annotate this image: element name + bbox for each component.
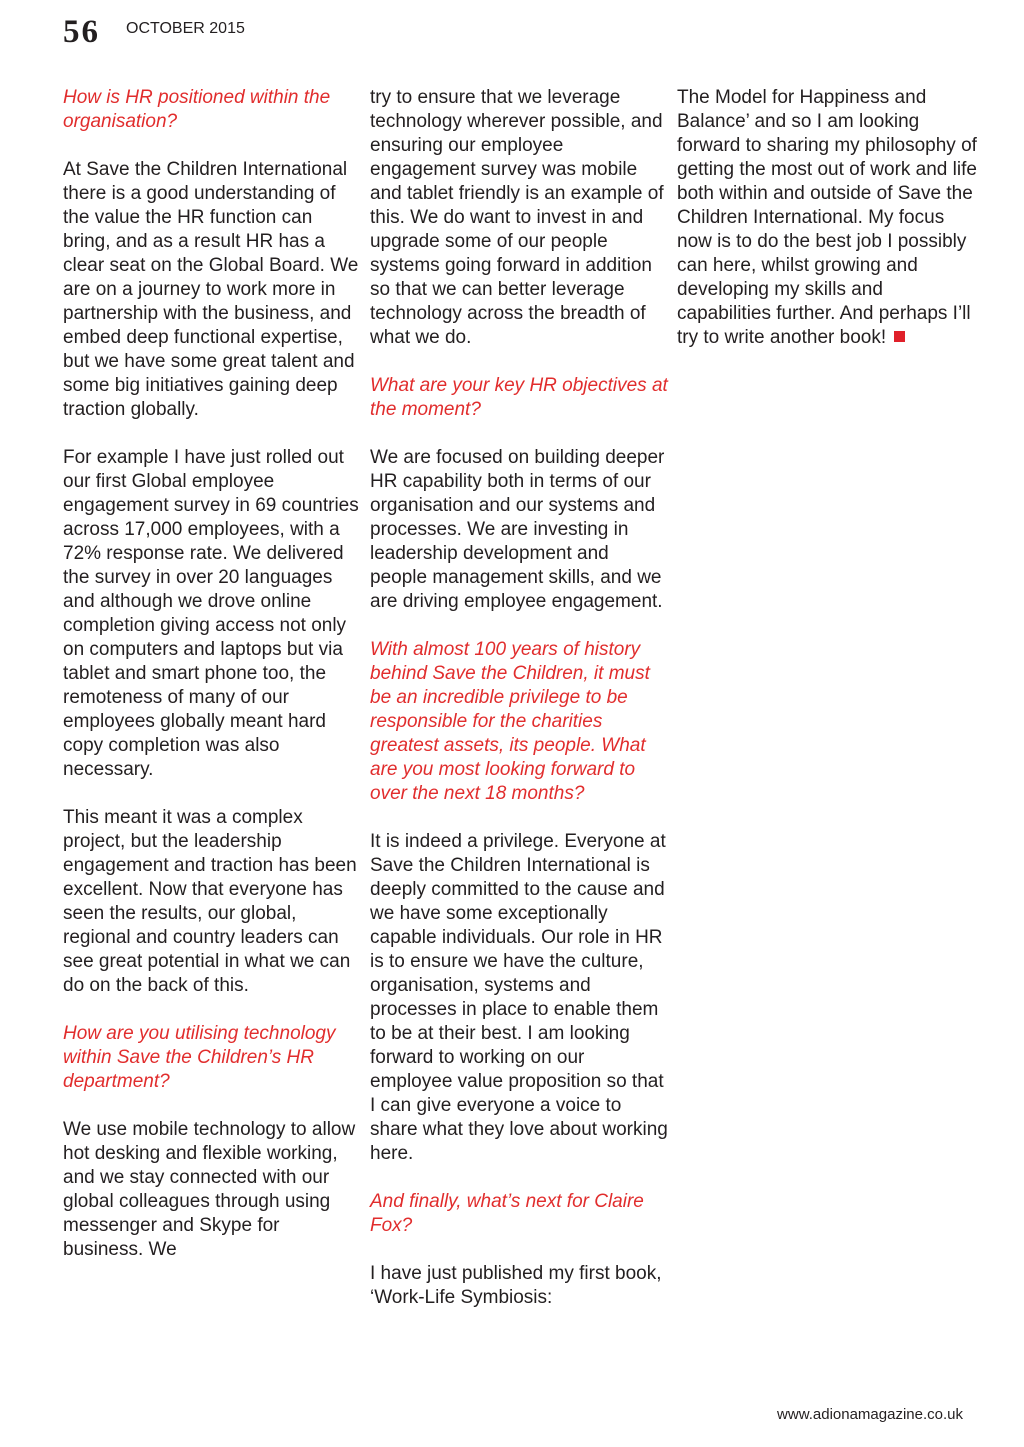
page-number: 56 — [63, 14, 100, 50]
article-column-2 — [370, 86, 670, 1334]
issue-date: OCTOBER 2015 — [126, 20, 245, 37]
interview-answer: For example I have just rolled out our first Global employee engagement survey in 69 countries across 17,000 employees, with a 72% response rate. We delivered the survey in over 20 languages and although we drove online completion giving access not only on computers and laptops but via tablet and smart phone too, the remoteness of many of our employees globally meant hard copy completion was also necessary. — [63, 447, 359, 780]
interview-answer: I have just published my first book, ‘Work-Life Symbiosis: — [370, 1263, 662, 1308]
interview-question: With almost 100 years of history behind Save the Children, it must be an incredible privilege to be responsible for the charities greatest assets, its people. What are you most looking forward to over the next 18 months? — [370, 639, 650, 804]
interview-answer-final — [677, 86, 977, 350]
interview-answer: It is indeed a privilege. Everyone at Save the Children International is deeply committed to the cause and we have some exceptionally capable individuals. Our role in HR is to ensure we have the culture, organisation, systems and processes in place to enable them to be at their best. I am looking forward to working on our employee value proposition so that I can give everyone a voice to share what they love about working here. — [370, 831, 668, 1164]
interview-question: What are your key HR objectives at the moment? — [370, 375, 668, 420]
article-end-mark-icon — [894, 331, 905, 342]
interview-answer: At Save the Children International there is a good understanding of the value the HR function can bring, and as a result HR has a clear seat on the Global Board. We are on a journey to work more in partnership with the business, and embed deep functional expertise, but we have some great talent and some big initiatives gaining deep traction globally. — [63, 159, 359, 420]
interview-answer: try to ensure that we leverage technology wherever possible, and ensuring our employee engagement survey was mobile and tablet friendly is an example of this. We do want to invest in and upgrade some of our people systems going forward in addition so that we can better leverage technology across the breadth of what we do. — [370, 87, 664, 348]
article-column-1 — [63, 86, 363, 1286]
interview-question: How are you utilising technology within Save the Children’s HR department? — [63, 1023, 336, 1092]
footer-url: www.adionamagazine.co.uk — [777, 1406, 963, 1423]
article-column-3 — [677, 86, 977, 374]
interview-answer: We are focused on building deeper HR capability both in terms of our organisation and our systems and processes. We are investing in leadership development and people management skills, and we are driving employee engagement. — [370, 447, 665, 612]
interview-answer: We use mobile technology to allow hot desking and flexible working, and we stay connected with our global colleagues through using messenger and Skype for business. We — [63, 1119, 356, 1260]
interview-question: How is HR positioned within the organisation? — [63, 87, 331, 132]
interview-question: And finally, what’s next for Claire Fox? — [370, 1191, 644, 1236]
interview-answer: This meant it was a complex project, but the leadership engagement and traction has been excellent. Now that everyone has seen the results, our global, regional and country leaders can see great potential in what we can do on the back of this. — [63, 807, 357, 996]
final-answer-text: The Model for Happiness and Balance’ and so I am looking forward to sharing my philosophy of getting the most out of work and life both within and outside of Save the Children International. My focus now is to do the best job I possibly can here, whilst growing and developing my skills and capabilities further. And perhaps I’ll try to write another book! — [677, 87, 977, 348]
